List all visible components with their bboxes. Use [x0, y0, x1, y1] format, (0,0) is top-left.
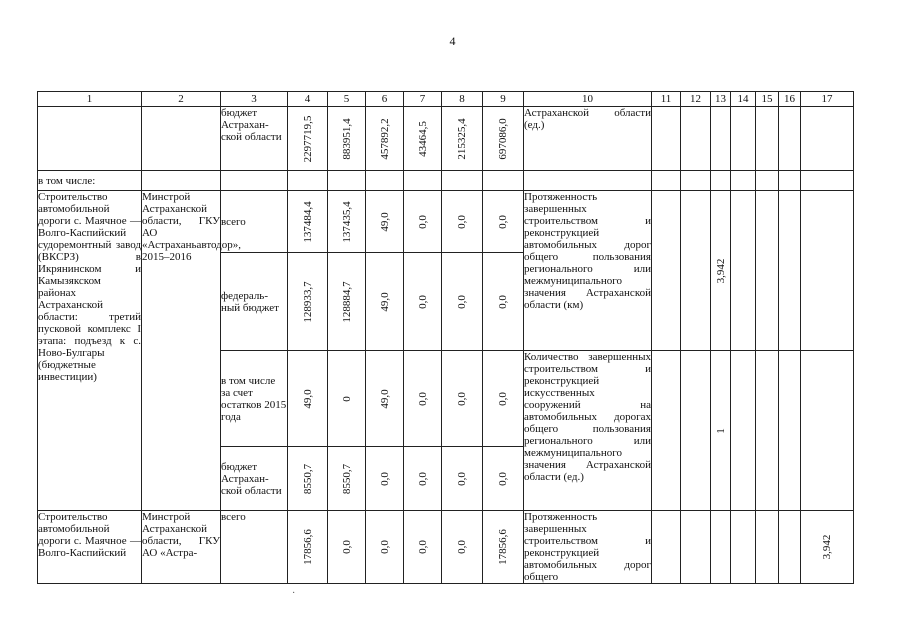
- amount-y2016: 49,0: [378, 211, 391, 232]
- col-header: 7: [404, 92, 442, 107]
- amount-y2016: 457892,2: [378, 117, 391, 160]
- amount-y2016: 0,0: [378, 540, 391, 554]
- amount-y2015: 137435,4: [340, 200, 353, 243]
- amount-y2017: 0,0: [416, 214, 429, 229]
- amount-total: 8550,7: [301, 463, 314, 494]
- col-header: 17: [801, 92, 854, 107]
- col-header: 4: [288, 92, 328, 107]
- amount-y2016: 49,0: [378, 388, 391, 409]
- amount-y2017: 43464,5: [416, 120, 429, 157]
- funding-source: в том числе за счет остатков 2015 года: [221, 351, 288, 447]
- project-name: Строительство автомобильной дороги с. Маячное — Волго-Каспийский судоремонтный завод (ВКСРЗ) в Икрянинском и Камызякском районах Астраханской области: третий пусковой комплекс I этапа: подъезд к с. Ново-Булгары (бюджетные инвестиции): [38, 191, 142, 511]
- column-number-row: [38, 92, 854, 107]
- amount-y2019: 697086,0: [497, 117, 509, 160]
- amount-y2019: 0,0: [497, 391, 509, 406]
- indicator-value: 1: [714, 427, 727, 434]
- amount-y2016: 49,0: [378, 291, 391, 312]
- amount-total: 17856,6: [301, 529, 314, 565]
- col-header: 6: [366, 92, 404, 107]
- funding-source: федераль-ный бюджет: [221, 253, 288, 351]
- project-name: Строительство автомобильной дороги с. Маячное — Волго-Каспийский: [38, 511, 142, 584]
- indicator-text: Астраханской области (ед.): [524, 107, 652, 171]
- amount-y2018: 0,0: [456, 214, 468, 229]
- col-header: 12: [681, 92, 711, 107]
- amount-total: 49,0: [301, 388, 314, 409]
- amount-y2017: 0,0: [416, 391, 429, 406]
- col-header: 8: [442, 92, 483, 107]
- table-row: [38, 171, 854, 191]
- indicator-text: Количество завершенных строительством и реконструкцией искусственных сооружений на автомобильных дорогах общего пользования регионального или межмуниципального значения Астраханской области (ед.): [524, 351, 652, 511]
- amount-y2018: 0,0: [456, 471, 468, 486]
- amount-y2019: 0,0: [497, 214, 509, 229]
- col-header: 1: [38, 92, 142, 107]
- col-header: 5: [328, 92, 366, 107]
- amount-y2016: 0,0: [378, 471, 391, 486]
- funding-source: бюджет Астрахан-ской области: [221, 107, 288, 171]
- col-header: 15: [756, 92, 779, 107]
- col-header: 14: [731, 92, 756, 107]
- amount-total: 137484,4: [301, 200, 314, 243]
- amount-y2018: 215325,4: [456, 117, 468, 160]
- in-that-number-label: в том числе:: [38, 171, 142, 191]
- col-header: 2: [142, 92, 221, 107]
- funding-source: всего: [221, 191, 288, 253]
- amount-y2017: 0,0: [416, 540, 429, 554]
- amount-y2018: 0,0: [456, 540, 468, 554]
- amount-y2019: 0,0: [497, 294, 509, 309]
- amount-y2015: 0,0: [340, 540, 353, 554]
- indicator-text: Протяженность завершенных строительством и реконструкцией автомобильных дорог общего: [524, 511, 651, 583]
- amount-y2018: 0,0: [456, 391, 468, 406]
- amount-y2017: 0,0: [416, 471, 429, 486]
- amount-y2015: 0: [340, 395, 353, 402]
- project-executor: Минстрой Астраханской области, ГКУ АО «Астра-: [142, 511, 221, 584]
- col-header: 11: [652, 92, 681, 107]
- indicator-text: Протяженность завершенных строительством и реконструкцией автомобильных дорог общего пользования регионального или межмуниципального значения Астраханской области (км): [524, 191, 652, 351]
- indicator-value: 3,942: [714, 258, 727, 283]
- project-executor: Минстрой Астраханской области, ГКУ АО «Астраханьавтодор», 2015–2016: [142, 191, 221, 511]
- amount-y2015: 128884,7: [340, 280, 353, 323]
- funding-source: всего: [221, 511, 288, 584]
- table-row: [38, 107, 854, 171]
- amount-total: 128933,7: [301, 280, 314, 323]
- amount-y2019: 0,0: [497, 471, 509, 486]
- funding-source: бюджет Астрахан-ской области: [221, 447, 288, 511]
- program-table: [37, 91, 854, 584]
- col-header: 16: [779, 92, 801, 107]
- table-row: [38, 191, 854, 253]
- col-header: 13: [711, 92, 731, 107]
- col-header: 9: [483, 92, 524, 107]
- page-number: 4: [449, 34, 456, 48]
- amount-y2015: 8550,7: [340, 463, 353, 494]
- amount-y2019: 17856,6: [497, 529, 509, 565]
- amount-total: 2297719,5: [301, 115, 314, 162]
- stray-mark: ·: [292, 588, 296, 599]
- table-row: [38, 511, 854, 584]
- col-header: 10: [524, 92, 652, 107]
- amount-y2018: 0,0: [456, 294, 468, 309]
- col-header: 3: [221, 92, 288, 107]
- amount-y2017: 0,0: [416, 294, 429, 309]
- indicator-value: 3,942: [821, 534, 833, 560]
- amount-y2015: 883951,4: [340, 117, 353, 160]
